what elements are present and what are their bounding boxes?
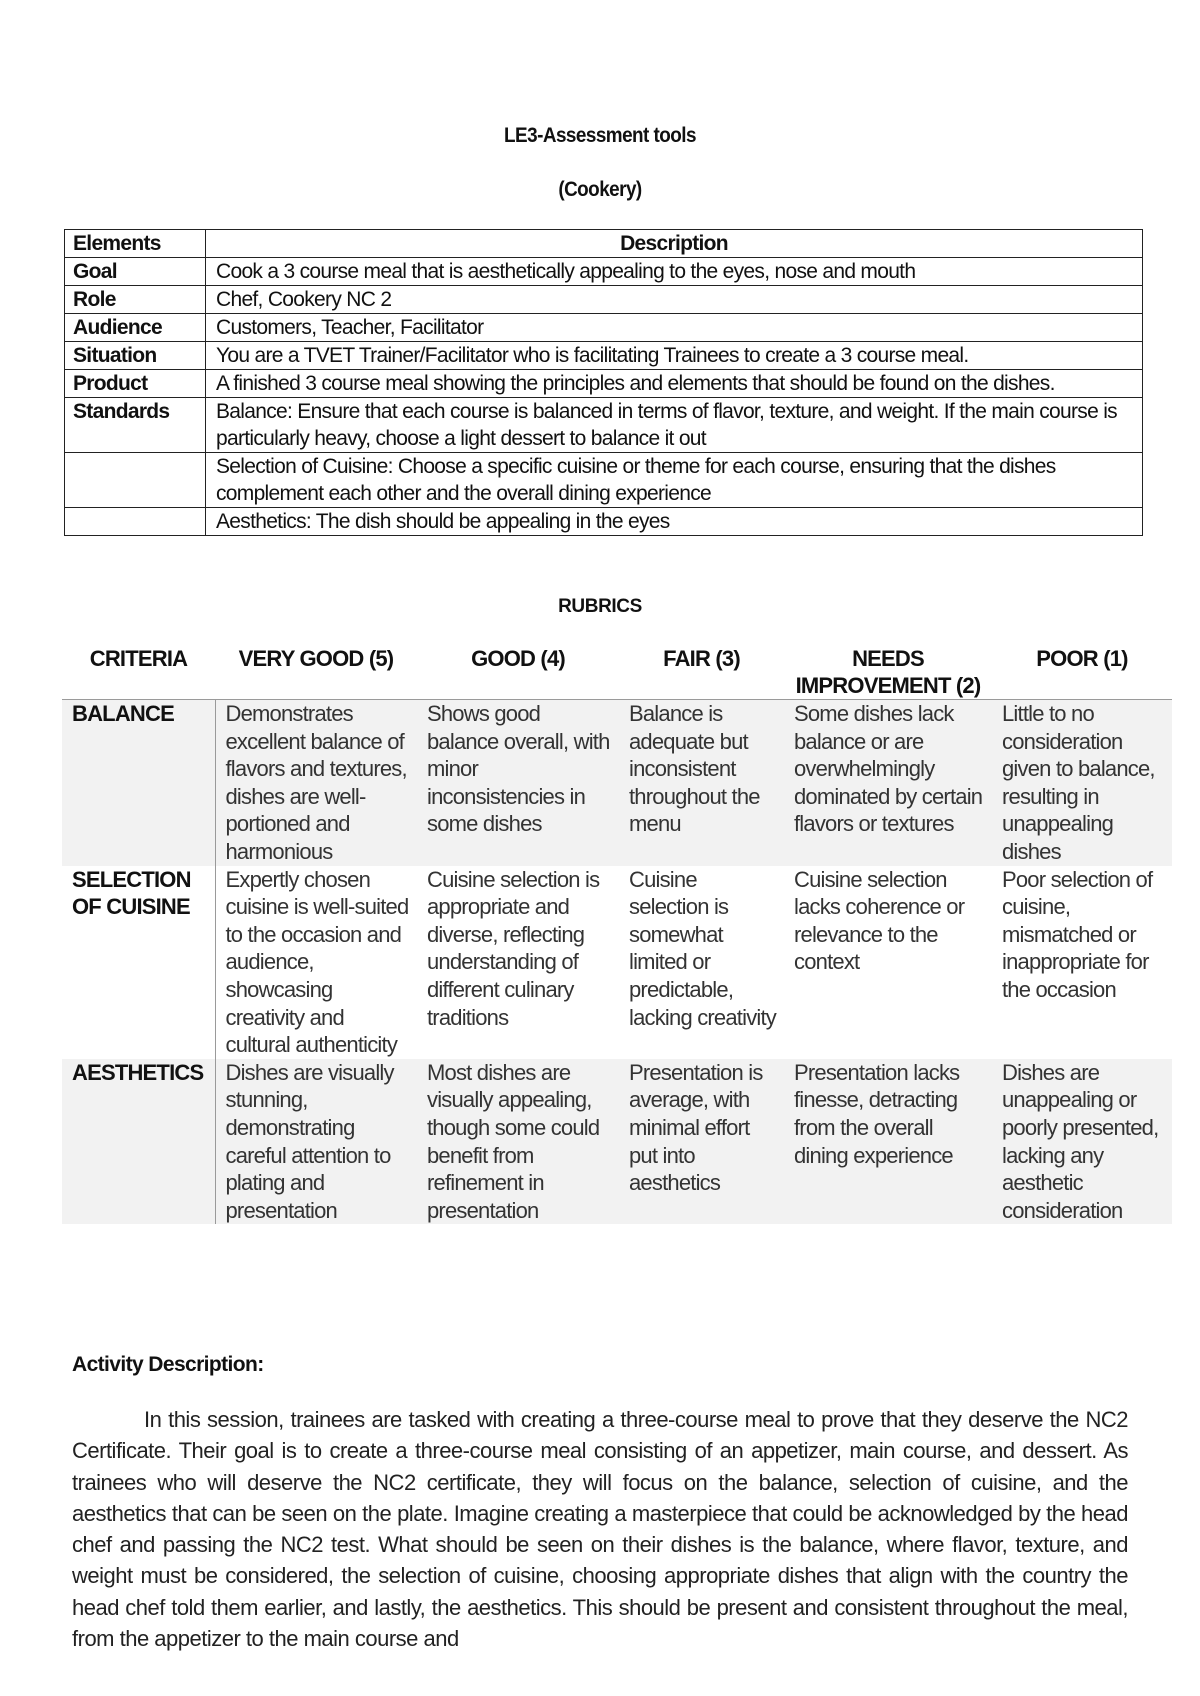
- activity-heading: Activity Description:: [72, 1353, 264, 1376]
- description-column-header: Description: [206, 230, 1143, 258]
- fair-column-header: FAIR (3): [619, 643, 784, 700]
- element-name: Audience: [65, 314, 206, 342]
- table-row: [65, 286, 1143, 314]
- criteria-column-header: CRITERIA: [62, 643, 215, 700]
- needs-improvement-cell: Presentation lacks finesse, detracting from the overall dining experience: [784, 1059, 992, 1225]
- element-description: Aesthetics: The dish should be appealing in the eyes: [206, 508, 1143, 536]
- table-row: [62, 1059, 1172, 1225]
- good-cell: Cuisine selection is appropriate and diverse, reflecting understanding of different culinary traditions: [427, 866, 600, 1030]
- table-row: [65, 314, 1143, 342]
- rubrics-title: RUBRICS: [558, 596, 642, 617]
- very-good-cell: Demonstrates excellent balance of flavors and textures, dishes are well-portioned and harmonious: [215, 700, 417, 866]
- fair-cell: Presentation is average, with minimal effort put into aesthetics: [619, 1059, 784, 1225]
- element-name: Role: [65, 286, 206, 314]
- good-cell: Shows good balance overall, with minor inconsistencies in some dishes: [417, 700, 619, 866]
- element-description: Chef, Cookery NC 2: [206, 286, 1143, 314]
- very-good-cell: Dishes are visually stunning, demonstrating careful attention to plating and presentation: [215, 1059, 417, 1225]
- element-name: Standards: [65, 398, 206, 453]
- elements-table-header-row: [65, 230, 1143, 258]
- table-row: [62, 866, 1172, 1059]
- criteria-cell: SELECTION OF CUISINE: [62, 866, 215, 1059]
- good-column-header: GOOD (4): [417, 643, 619, 700]
- table-row: [65, 508, 1143, 536]
- needs-improvement-cell: Some dishes lack balance or are overwhelmingly dominated by certain flavors or textures: [784, 700, 992, 866]
- poor-cell: Dishes are unappealing or poorly presented, lacking any aesthetic consideration: [992, 1059, 1172, 1225]
- table-row: [65, 453, 1143, 508]
- element-description: Selection of Cuisine: Choose a specific cuisine or theme for each course, ensuring that the dishes complement each other and the overall dining experience: [206, 453, 1143, 508]
- table-row: [62, 700, 1172, 866]
- table-row: [65, 342, 1143, 370]
- poor-column-header: POOR (1): [992, 643, 1172, 700]
- element-description: A finished 3 course meal showing the principles and elements that should be found on the dishes.: [206, 370, 1143, 398]
- table-row: [65, 370, 1143, 398]
- elements-column-header: Elements: [65, 230, 206, 258]
- needs-improvement-cell: Cuisine selection lacks coherence or relevance to the context: [794, 866, 965, 975]
- poor-cell: Poor selection of cuisine, mismatched or inappropriate for the occasion: [1002, 866, 1153, 1002]
- element-name: [65, 508, 206, 536]
- document-subtitle: (Cookery): [558, 178, 642, 201]
- fair-cell: Balance is adequate but inconsistent throughout the menu: [619, 700, 784, 866]
- element-name: Goal: [65, 258, 206, 286]
- grasps-elements-table: [64, 229, 1143, 536]
- fair-cell: Cuisine selection is somewhat limited or predictable, lacking creativity: [629, 866, 776, 1030]
- needs-improvement-column-header: NEEDS IMPROVEMENT (2): [784, 643, 992, 700]
- element-description: Customers, Teacher, Facilitator: [206, 314, 1143, 342]
- element-description: Balance: Ensure that each course is balanced in terms of flavor, texture, and weight. If the main course is particularly heavy, choose a light dessert to balance it out: [206, 398, 1143, 453]
- element-name: Product: [65, 370, 206, 398]
- very-good-cell: Expertly chosen cuisine is well-suited to the occasion and audience, showcasing creativity and cultural authenticity: [225, 866, 409, 1058]
- table-row: [65, 398, 1143, 453]
- element-name: [65, 453, 206, 508]
- element-description: You are a TVET Trainer/Facilitator who is facilitating Trainees to create a 3 course meal.: [206, 342, 1143, 370]
- element-description: Cook a 3 course meal that is aesthetically appealing to the eyes, nose and mouth: [206, 258, 1143, 286]
- table-row: [65, 258, 1143, 286]
- good-cell: Most dishes are visually appealing, though some could benefit from refinement in presentation: [417, 1059, 619, 1225]
- document-title: LE3-Assessment tools: [504, 124, 696, 147]
- very-good-column-header: VERY GOOD (5): [215, 643, 417, 700]
- criteria-cell: BALANCE: [62, 700, 215, 866]
- criteria-cell: AESTHETICS: [62, 1059, 215, 1225]
- rubrics-header-row: [62, 643, 1172, 700]
- poor-cell: Little to no consideration given to balance, resulting in unappealing dishes: [992, 700, 1172, 866]
- rubrics-table: [62, 643, 1172, 1224]
- element-name: Situation: [65, 342, 206, 370]
- activity-description-paragraph: In this session, trainees are tasked with creating a three-course meal to prove that they deserve the NC2 Certificate. Their goal is to create a three-course meal consisting of an appetizer, main course, and dessert. As trainees who will deserve the NC2 certificate, they will focus on the balance, selection of cuisine, and the aesthetics that can be seen on the plate. Imagine creating a masterpiece that could be acknowledged by the head chef and passing the NC2 test. What should be seen on their dishes is the balance, where flavor, texture, and weight must be considered, the selection of cuisine, choosing appropriate dishes that align with the country the head chef told them earlier, and lastly, the aesthetics. This should be present and consistent throughout the meal, from the appetizer to the main course and: [72, 1407, 1128, 1652]
